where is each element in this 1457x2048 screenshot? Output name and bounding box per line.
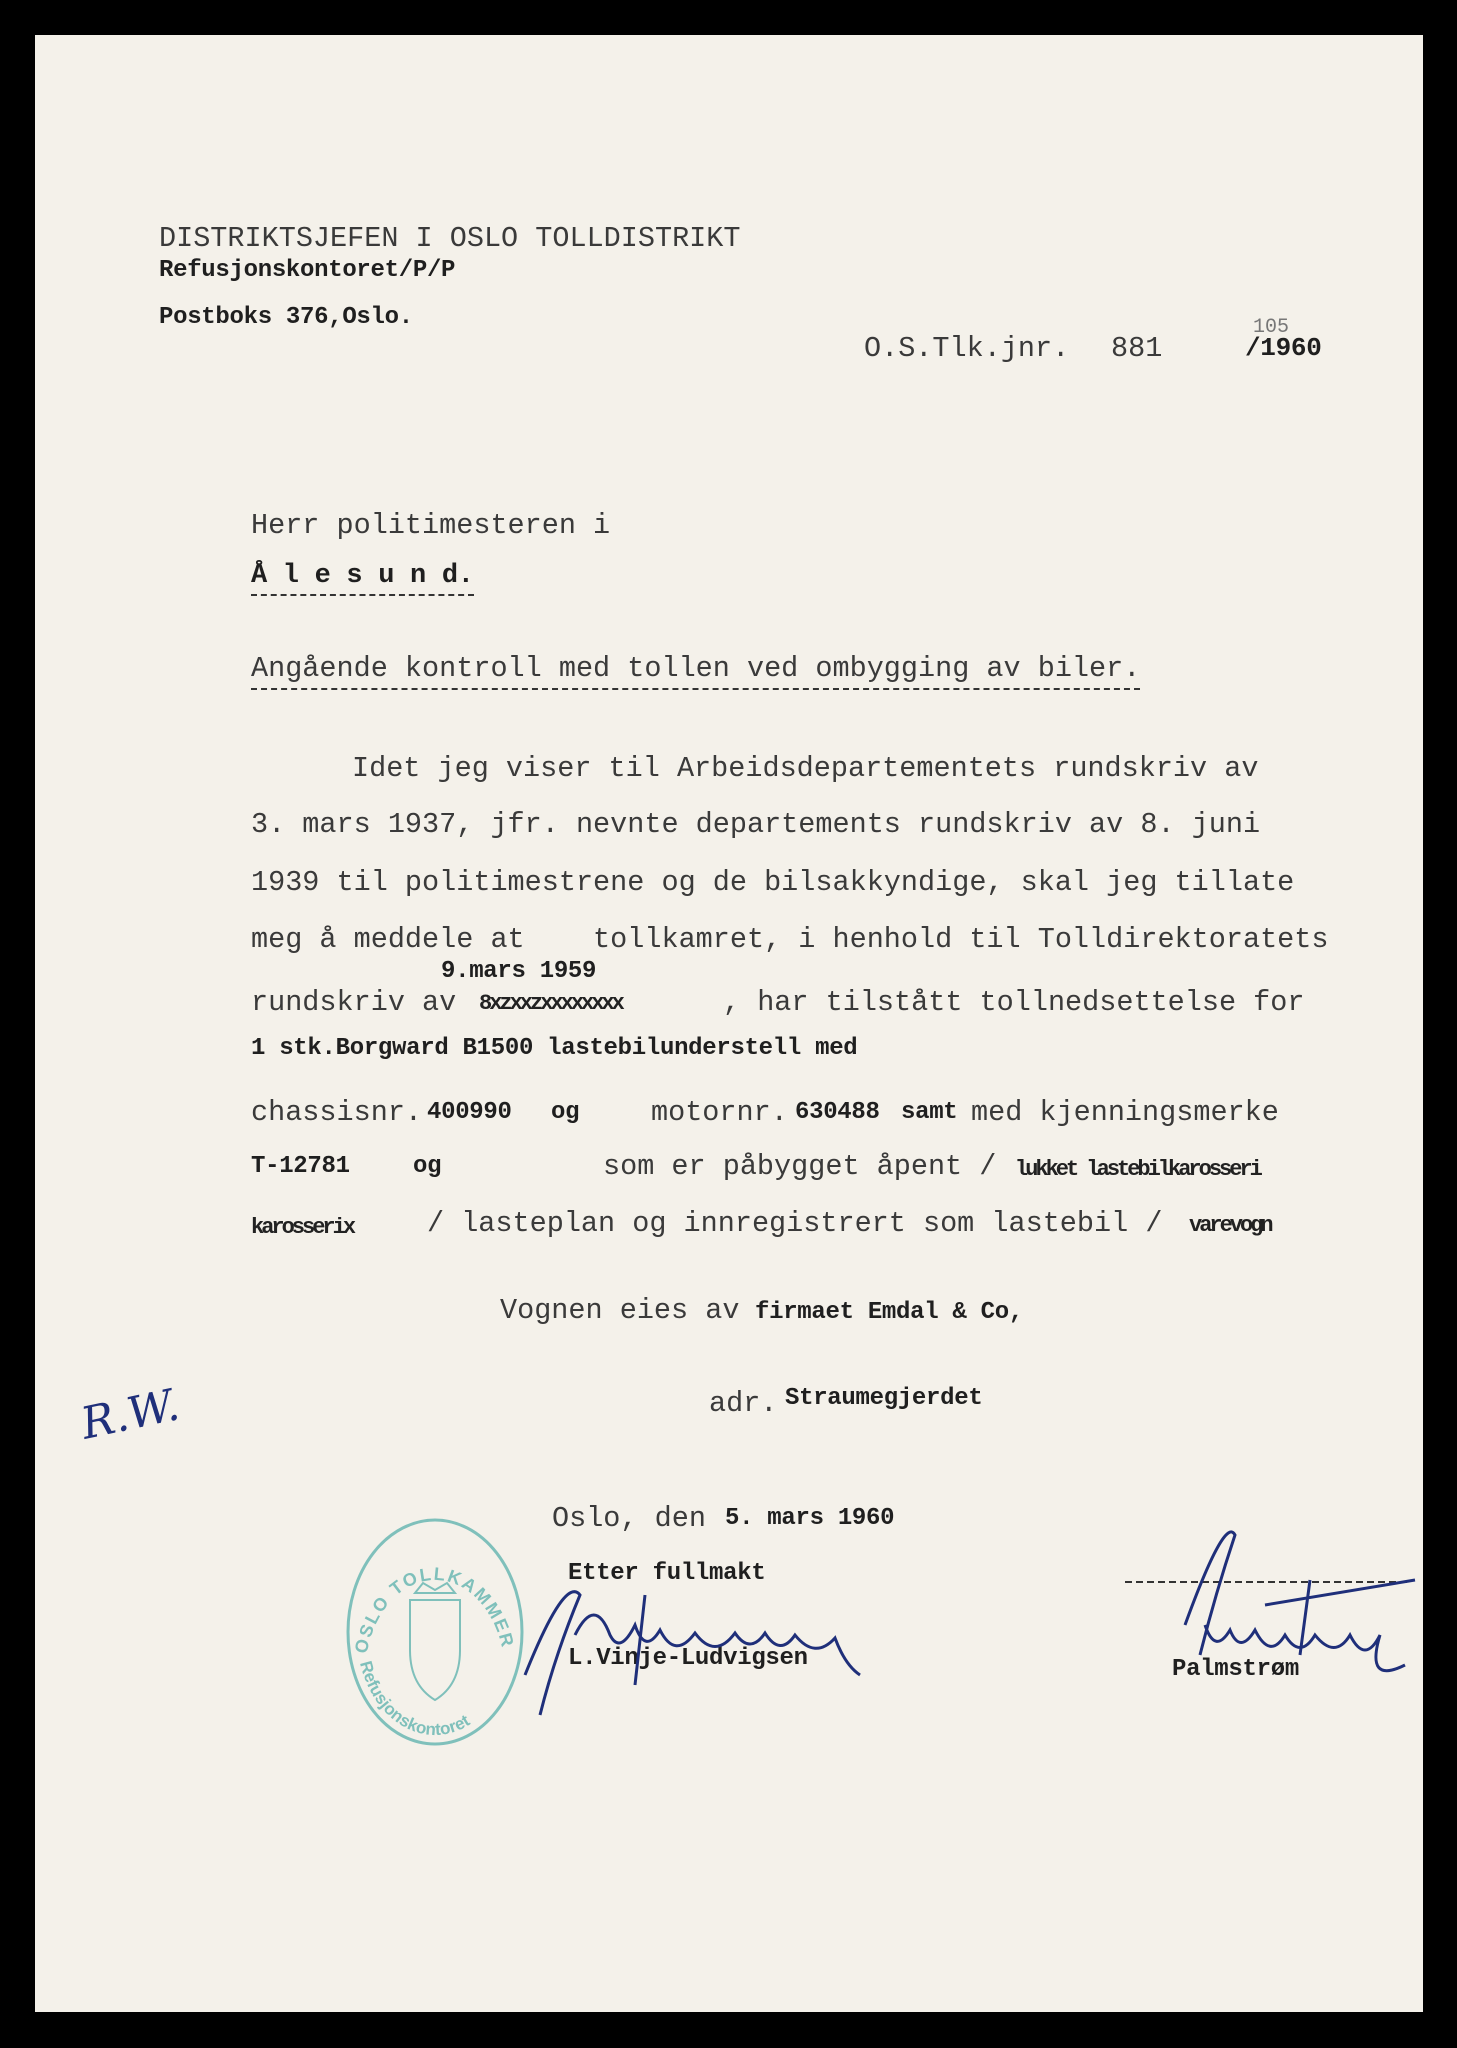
address-label: adr. (709, 1387, 778, 1420)
handwriting-layer (35, 35, 1423, 2012)
motor-label: motornr. (651, 1096, 788, 1129)
stamp-bottom-text: Refusjonskontoret (356, 1658, 474, 1740)
chassis-number: 400990 (427, 1099, 512, 1126)
subject-line: Angående kontroll med tollen ved ombygging av biler. (251, 655, 1140, 690)
stamp-top-text: OSLO TOLLKAMMER (350, 1563, 519, 1656)
svg-text:OSLO TOLLKAMMER (351, 1564, 518, 1655)
struck-text-2: lukket lastebilkarosseri (1015, 1157, 1260, 1182)
letter-date: 5. mars 1960 (725, 1505, 895, 1532)
owner-address: Straumegjerdet (785, 1385, 983, 1412)
inserted-date: 9.mars 1959 (441, 958, 597, 985)
body-line-7c: med kjenningsmerke (971, 1096, 1279, 1129)
svg-text:Refusjonskontoret (356, 1659, 473, 1739)
struck-text-3: karosserix (251, 1215, 354, 1240)
body-line-8b: som er påbygget åpent / (603, 1150, 997, 1183)
body-line-3: 1939 til politimestrene og de bilsakkyndige, skal jeg tillate (251, 866, 1295, 899)
motor-number: 630488 (795, 1099, 880, 1126)
body-line-5a: rundskriv av (251, 986, 457, 1019)
margin-initials: R.W. (76, 1379, 184, 1450)
body-line-4: meg å meddele at tollkamret, i henhold til Tolldirektoratets (251, 923, 1329, 956)
and-word: og (551, 1099, 580, 1126)
body-line-2: 3. mars 1937, jfr. nevnte departements rundskriv av 8. juni (251, 808, 1261, 841)
recipient-city: Å l e s u n d. (251, 563, 474, 596)
header-address: Postboks 376,Oslo. (159, 304, 413, 331)
coat-of-arms-icon (410, 1600, 460, 1700)
header-department: Refusjonskontoret/P/P (159, 257, 456, 284)
recipient-line: Herr politimesteren i (251, 509, 611, 542)
owner-label: Vognen eies av (500, 1294, 740, 1327)
vehicle-description: 1 stk.Borgward B1500 lastebilunderstell med (251, 1035, 858, 1062)
owner-name: firmaet Emdal & Co, (755, 1299, 1023, 1326)
signer-2-name: Palmstrøm (1172, 1656, 1299, 1683)
body-line-9b: / lasteplan og innregistrert som lastebil / (427, 1207, 1163, 1240)
struck-text-4: varevogn (1189, 1213, 1271, 1238)
official-stamp (348, 1520, 522, 1744)
signer-1-name: L.Vinje-Ludvigsen (568, 1645, 808, 1672)
document-page (35, 35, 1423, 2012)
registration-number: T-12781 (251, 1153, 350, 1180)
and-word-2: og (413, 1153, 442, 1180)
signature-palmstrom (1185, 1532, 1415, 1671)
body-line-5b: , har tilstått tollnedsettelse for (723, 986, 1305, 1019)
body-line-1: Idet jeg viser til Arbeidsdepartementets rundskriv av (352, 752, 1259, 785)
header-office: DISTRIKTSJEFEN I OSLO TOLLDISTRIKT (159, 222, 741, 255)
chassis-label: chassisnr. (251, 1096, 423, 1129)
journal-number: 881 (1111, 332, 1163, 365)
authority-note: Etter fullmakt (568, 1560, 766, 1587)
struck-text: 8xzxxzxxxxxxxx (479, 991, 622, 1016)
journal-label: O.S.Tlk.jnr. (864, 332, 1070, 365)
place-date: Oslo, den (552, 1502, 706, 1535)
journal-overwrite: 105 (1253, 316, 1290, 339)
signature-vinje-ludvigsen (525, 1592, 860, 1715)
samt-word: samt (901, 1099, 958, 1126)
crown-icon (415, 1583, 455, 1593)
journal-year: /1960 (1245, 333, 1322, 363)
